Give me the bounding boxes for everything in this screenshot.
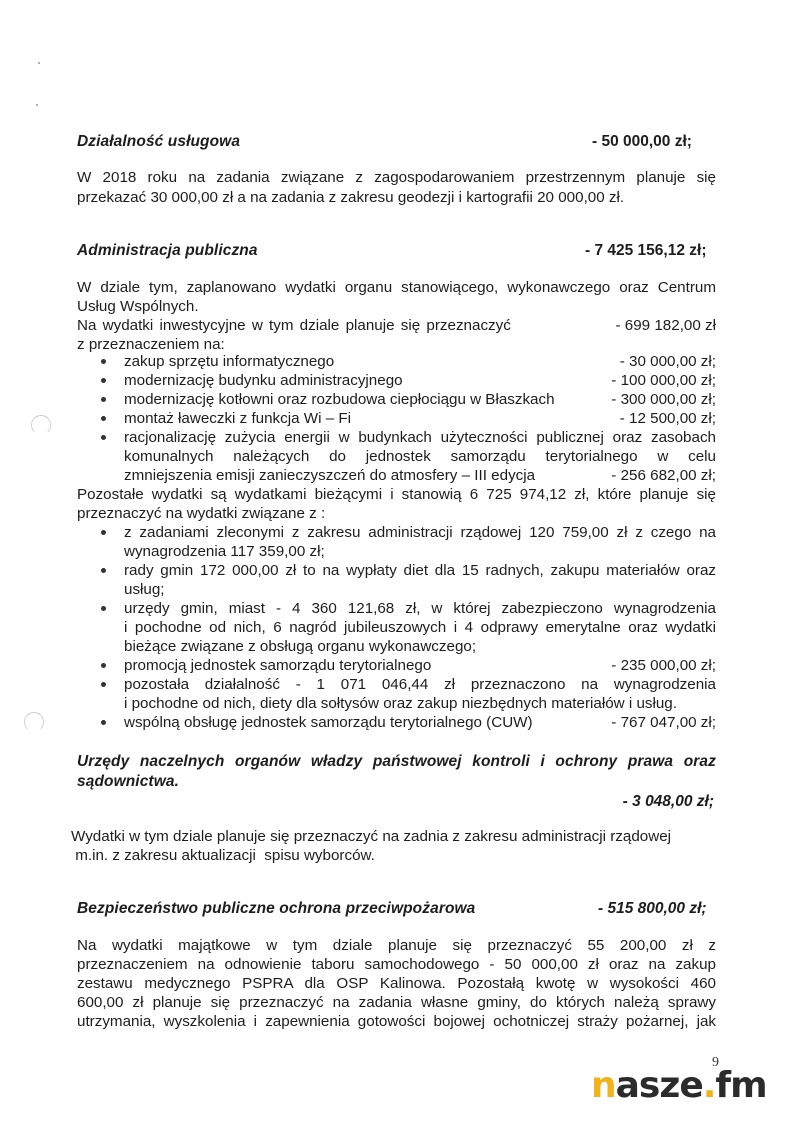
logo-text: asze [615,1065,703,1106]
list-item-line: urzędy gmin, miast - 4 360 121,68 zł, w której zabezpieczono wynagrodzenia [124,600,716,617]
paragraph-line: przeznaczeniem na odnowienie taboru samochodowego - 50 000,00 zł oraz na zakup [77,956,716,973]
list-item-amount: - 235 000,00 zł; [611,657,716,674]
paragraph-line: 600,00 zł planuje się przeznaczyć na zadania własne gminy, do których należą sprawy [77,994,716,1011]
paragraph-line: Na wydatki inwestycyjne w tym dziale planuje się przeznaczyć [77,317,511,334]
scan-artifact [36,104,38,106]
paragraph-line: z przeznaczeniem na: [77,336,225,353]
section-amount: - 515 800,00 zł; [598,900,707,917]
bullet-icon [101,530,106,535]
section-amount: - 3 048,00 zł; [622,793,714,810]
bullet-icon [101,682,106,687]
list-item-line: bieżące związane z obsługą organu wykonawczego; [124,638,477,655]
page-number: 9 [712,1055,719,1070]
bullet-icon [101,359,106,364]
section-amount: - 7 425 156,12 zł; [585,242,707,259]
list-item-amount: - 256 682,00 zł; [611,467,716,484]
bullet-icon [101,435,106,440]
list-item-label: montaż ławeczki z funkcja Wi – Fi [124,410,352,427]
section-heading: Bezpieczeństwo publiczne ochrona przeciwpożarowa [77,900,476,917]
paragraph-line: przeznaczyć na wydatki związane z : [77,505,326,522]
list-item-label: modernizację budynku administracyjnego [124,372,403,389]
list-item-amount: - 300 000,00 zł; [611,391,716,408]
paragraph-line: zestawu medycznego PSPRA dla OSP Kalinowa. Pozostałą kwotę w wysokości 460 [77,975,716,992]
section-heading: Działalność usługowa [77,133,241,150]
list-item-amount: - 30 000,00 zł; [619,353,716,370]
paragraph-line: W dziale tym, zaplanowano wydatki organu stanowiącego, wykonawczego oraz Centrum [77,279,716,296]
list-item-line: pozostała działalność - 1 071 046,44 zł przeznaczono na wynagrodzenia [124,676,716,693]
paragraph-line: Pozostałe wydatki są wydatkami bieżącymi i stanowią 6 725 974,12 zł, które planuje się [77,486,716,503]
bullet-icon [101,378,106,383]
list-item-line: zmniejszenia emisji zanieczyszczeń do atmosfery – III edycja [124,467,536,484]
punch-hole [24,712,44,732]
logo-dot: . [702,1065,716,1106]
list-item-line: i pochodne od nich, diety dla sołtysów oraz zakup niezbędnych materiałów i usług. [124,695,677,712]
list-item-label: modernizację kotłowni oraz rozbudowa ciepłociągu w Błaszkach [124,391,555,408]
nasze-fm-logo [591,1066,767,1106]
bullet-icon [101,568,106,573]
paragraph-line: przekazać 30 000,00 zł a na zadania z zakresu geodezji i kartografii 20 000,00 zł. [77,189,625,206]
investment-amount: - 699 182,00 zł [615,317,716,334]
logo-tld: fm [715,1065,767,1106]
section-amount: - 50 000,00 zł; [592,133,692,150]
list-item-amount: - 12 500,00 zł; [619,410,716,427]
bullet-icon [101,606,106,611]
logo-letter-n: n [591,1065,616,1106]
paragraph-line: Na wydatki majątkowe w tym dziale planuje się przeznaczyć 55 200,00 zł z [77,937,716,954]
scan-artifact [38,62,40,64]
list-item-amount: - 767 047,00 zł; [611,714,716,731]
section-heading: Urzędy naczelnych organów władzy państwowej kontroli i ochrony prawa oraz [77,753,716,770]
bullet-icon [101,397,106,402]
paragraph-line: m.in. z zakresu aktualizacji spisu wyborców. [71,847,375,864]
list-item-line: wynagrodzenia 117 359,00 zł; [124,543,325,560]
bullet-icon [101,416,106,421]
list-item-line: i pochodne od nich, 6 nagród jubileuszowych i 4 odprawy emerytalne oraz wydatki [124,619,716,636]
section-heading: Administracja publiczna [77,242,258,259]
paragraph-line: Usług Wspólnych. [77,298,199,315]
list-item-line: komunalnych należących do jednostek samorządu terytorialnego w celu [124,448,716,465]
paragraph-line: W 2018 roku na zadania związane z zagospodarowaniem przestrzennym planuje się [77,169,716,186]
list-item-line: racjonalizację zużycia energii w budynkach użyteczności publicznej oraz zasobach [124,429,716,446]
bullet-icon [101,663,106,668]
list-item-line: usług; [124,581,165,598]
bullet-icon [101,720,106,725]
punch-hole [31,415,51,435]
list-item-amount: - 100 000,00 zł; [611,372,716,389]
list-item-label: promocją jednostek samorządu terytorialnego [124,657,432,674]
list-item-label: wspólną obsługę jednostek samorządu terytorialnego (CUW) [124,714,533,731]
list-item-line: z zadaniami zleconymi z zakresu administracji rządowej 120 759,00 zł z czego na [124,524,716,541]
paragraph-line: utrzymania, wyszkolenia i zapewnienia gotowości bojowej ochotniczej straży pożarnej, jak [77,1013,716,1030]
paragraph-line: Wydatki w tym dziale planuje się przeznaczyć na zadnia z zakresu administracji rządowej [71,828,672,845]
list-item-line: rady gmin 172 000,00 zł to na wypłaty diet dla 15 radnych, zakupu materiałów oraz [124,562,716,579]
section-heading-cont: sądownictwa. [77,773,179,790]
list-item-label: zakup sprzętu informatycznego [124,353,335,370]
